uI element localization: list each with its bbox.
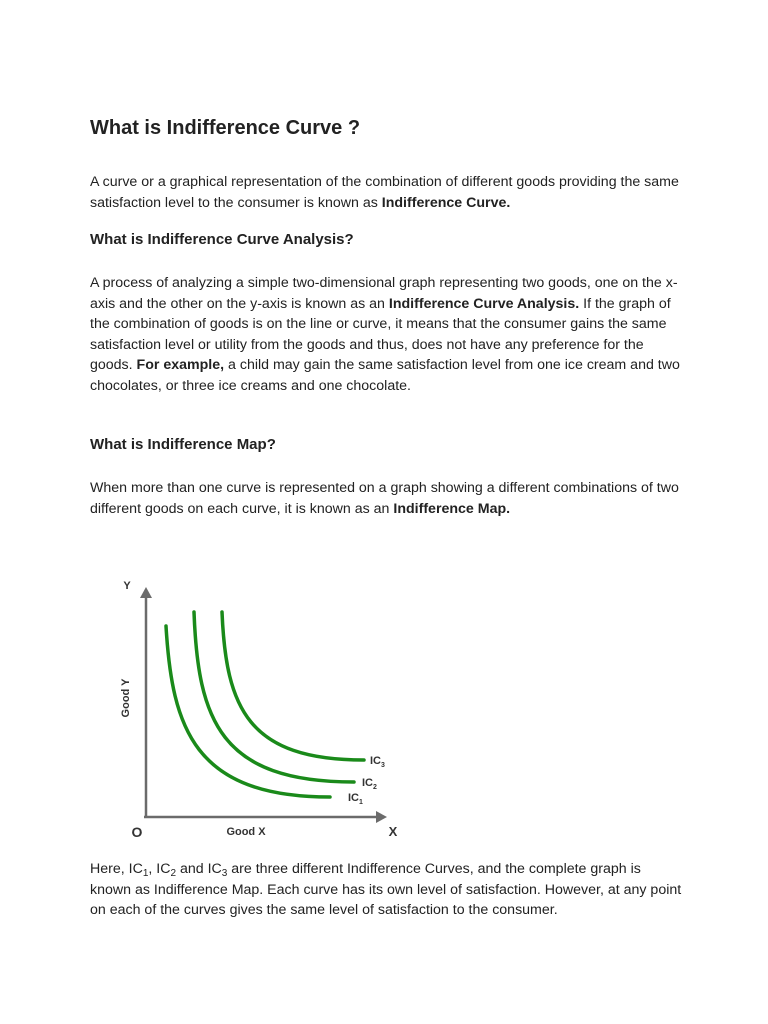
example-bold: For example, [136, 357, 225, 374]
definition-text: A curve or a graphical representation of the combination of different goods providing the same satisfaction level to the consumer is known as [90, 174, 679, 211]
summary-sub-3: 3 [221, 868, 228, 879]
x-axis-arrow-icon [376, 811, 387, 823]
analysis-text-b: If the graph of the combination of goods is on the line or curve, it means that the consumer gains the same satisfaction level or utility from the goods and thus, does not have any preference for the goods. [90, 295, 671, 374]
map-bold-term: Indifference Map. [393, 500, 511, 517]
y-axis-arrow-icon [140, 587, 152, 598]
ic1-label: $IC_1$ [348, 792, 363, 806]
map-text: When more than one curve is represented on a graph showing a different combinations of two different goods on each curve, it is known as an [90, 480, 679, 517]
summary-text-1: Here, IC [90, 861, 143, 877]
definition-paragraph [90, 172, 685, 213]
y-axis-letter: Y [123, 580, 131, 592]
summary-paragraph [90, 859, 685, 921]
page-title: What is Indifference Curve ? [90, 117, 361, 139]
analysis-text-c: a child may gain the same satisfaction level from one ice cream and two chocolates, or three ice creams and one chocolate. [90, 357, 680, 394]
summary-sub-2: 2 [170, 868, 177, 879]
x-axis-letter: X [388, 824, 398, 839]
definition-bold-term: Indifference Curve. [381, 194, 511, 211]
y-axis-label: Good Y [120, 678, 132, 718]
analysis-paragraph [90, 273, 685, 397]
ic3-label: $IC_3$ [370, 755, 385, 769]
origin-label: O [131, 824, 143, 840]
indifference-map-figure [108, 570, 418, 850]
analysis-text-a: A process of analyzing a simple two-dimensional graph representing two goods, one on the x-axis and the other on the y-axis is known as an [90, 275, 678, 312]
map-paragraph [90, 478, 685, 519]
map-heading: What is Indifference Map? [90, 436, 276, 453]
analysis-bold-term: Indifference Curve Analysis. [388, 295, 580, 312]
curve-ic1 [166, 626, 330, 797]
x-axis-label: Good X [226, 826, 266, 838]
summary-text-4: are three different Indifference Curves, and the complete graph is known as Indifference Map. Each curve has its own level of satisfaction. However, at any point on each of the curves gives the same level of satisfaction to the consumer. [90, 861, 682, 919]
ic2-label: $IC_2$ [362, 777, 377, 791]
summary-sub-1: 1 [142, 868, 149, 879]
analysis-heading: What is Indifference Curve Analysis? [90, 231, 354, 248]
summary-text-3: and IC [176, 861, 222, 877]
summary-text-2: , IC [148, 861, 171, 877]
curve-ic3 [222, 612, 364, 760]
